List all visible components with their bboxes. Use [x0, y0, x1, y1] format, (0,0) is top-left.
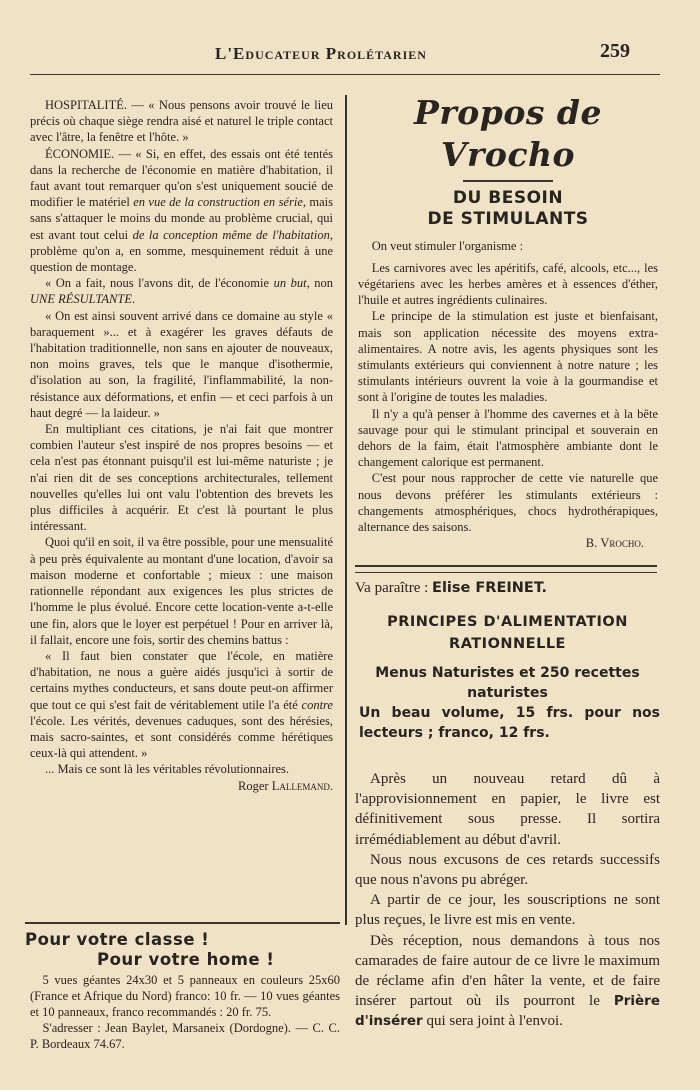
propos-paragraph: On veut stimuler l'organisme :	[371, 238, 524, 253]
propos-paragraph: Le principe de la stimulation est juste et bienfaisant, mais son application nécessite des moyens extra-alimentaires. A notre avis, les agents physiques sont les stimulants extérieurs qui conviennent à notre nature ; les stimulants intérieurs ouvrent la voie à la gourmandise et sont à l'origine de toutes les maladies.	[358, 309, 658, 405]
paragraph-resultante: « On a fait, nous l'avons dit, de l'économie un but, non UNE RÉSULTANTE.	[30, 276, 333, 307]
notice-paragraph: Nous nous excusons de ces retards successifs que nous n'avons pu abréger.	[355, 851, 660, 889]
book-announcement	[355, 580, 660, 1032]
title-rule	[463, 180, 553, 182]
notice-paragraph: Dès réception, nous demandons à tous nos camarades de faire autour de ce livre le maximum de réclame afin d'en hâter la vente, et de faire insérer partout où ils pourront le Prière d'insérer qui sera joint à l'envoi.	[355, 932, 660, 1030]
propos-subtitle-2: DE STIMULANTS	[427, 208, 589, 229]
propos-subtitle-1: DU BESOIN	[452, 187, 564, 208]
paragraph-mensualite: Quoi qu'il en soit, il va être possible, pour une mensualité à peu près équivalente au montant d'une location, d'avoir sa maison moderne et confortable ; mieux : une maison rationnelle répondant aux exigences les plus strictes de l'homme le plus évolué. Encore cette location-vente a-t-elle une fin, alors que le loyer est perpétuel ! Pour en arriver là, il fallait, encore une fois, sortir des chemins battus :	[30, 535, 333, 647]
book-author: Elise FREINET.	[432, 580, 548, 596]
promo-title-2: Pour votre home !	[97, 950, 275, 969]
propos-paragraph: Les carnivores avec les apéritifs, café, alcools, etc..., les végétariens avec les herbes amères et à essences d'éther, l'huile et autres ingrédients culinaires.	[358, 260, 658, 308]
promo-address: S'adresser : Jean Baylet, Marsaneix (Dordogne). — C. C. P. Bordeaux 74.67.	[30, 1021, 340, 1051]
left-column	[30, 97, 333, 794]
classroom-promo	[25, 922, 340, 1052]
emphasis-text: un but	[273, 276, 307, 291]
book-title-2: RATIONNELLE	[449, 636, 566, 652]
propos-title: Propos de Vrocho	[414, 93, 602, 174]
paragraph-hospitalite: HOSPITALITÉ. — « Nous pensons avoir trouvé le lieu précis où chaque siège rendra aisé et naturel le triple contact avec l'âtre, la fenêtre et l'hôte. »	[30, 98, 333, 145]
emphasis-text: UNE RÉSULTANTE	[30, 292, 132, 307]
emphasis-text: contre	[301, 697, 333, 712]
book-title-1: PRINCIPES D'ALIMENTATION	[387, 614, 628, 630]
notice-paragraph: Après un nouveau retard dû à l'approvisionnement en papier, le livre est définitivement sous presse. Il sortira irrémédiablement au début d'avril.	[355, 771, 660, 848]
priere-inserer: Prière d'insérer	[355, 993, 660, 1030]
paragraph-baraquement: « On est ainsi souvent arrivé dans ce domaine au style « baraquement »... et à exagérer les graves défauts de l'habitation traditionnelle, non sans en ajouter de nouveaux, non moins graves, tels que le manque d'isothermie, d'isolation au son, la fragilité, l'inflammabilité, la non-résistance aux déformations, et enfin — et ceci parfois à un haut degré — la laideur. »	[30, 308, 333, 420]
propos-paragraph: Il n'y a qu'à penser à l'homme des cavernes et à la bête sauvage pour qui le stimulant principal et souverain en dehors de la faim, était l'atmosphère ambiante dont le changement calorique est permanent.	[358, 406, 658, 470]
page-number: 259	[600, 40, 630, 62]
book-notice	[355, 769, 660, 1032]
emphasis-text: en vue de la construction en série	[133, 195, 303, 210]
paragraph-citations: En multipliant ces citations, je n'ai fait que montrer combien l'auteur s'est inspiré de nos propres besoins — et cela n'est pas étonnant puisqu'il est lui-même naturiste ; je n'ai rien dit de ses conceptions architecturales, tellement nouvelles qu'elles lui ont valu l'obtention des brevets les plus difficiles à acquérir. Et c'est là pourtant le plus intéressant.	[30, 422, 333, 534]
notice-paragraph: A partir de ce jour, les souscriptions ne sont plus reçues, le livre est mis en vente.	[355, 892, 660, 929]
double-rule	[355, 565, 657, 573]
promo-body: 5 vues géantes 24x30 et 5 panneaux en couleurs 25x60 (France et Afrique du Nord) franco: 10 fr. — 10 vues géantes et 10 panneaux, franco recommandés : 20 fr. 75.	[30, 973, 340, 1019]
journal-title: L'Educateur Prolétarien	[215, 44, 427, 63]
book-price: Un beau volume, 15 frs. pour nos lecteurs ; franco, 12 frs.	[359, 705, 660, 741]
paragraph-revolutionnaires: ... Mais ce sont là les véritables révolutionnaires.	[45, 762, 290, 777]
right-column	[358, 92, 658, 551]
propos-paragraph: C'est pour nous rapprocher de cette vie naturelle que nous devons préférer les stimulants extérieurs : changements atmosphériques, chocs hydrothérapiques, alternance des saisons.	[358, 471, 658, 534]
paragraph-ecole: « Il faut bien constater que l'école, en matière d'habitation, ne nous a guère aidés jusqu'ici à sortir de certains mythes conducteurs, et sans doute peut-on affirmer que tout ce qui s'est fait de véritablement utile l'a été contre l'école. Les vérités, devenues caduques, sont des hérésies, mais sacro-saintes, et sont considérés comme hérétiques ceux-là qui attendent. »	[30, 648, 333, 761]
propos-signature: B. Vrocho.	[585, 536, 644, 551]
announcement-line: Va paraître : Elise FREINET.	[355, 580, 548, 596]
page-header	[30, 40, 660, 75]
article-signature: Roger Lallemand.	[238, 778, 333, 793]
book-subtitle: Menus Naturistes et 250 recettes naturistes	[375, 665, 640, 701]
paragraph-economie: ÉCONOMIE. — « Si, en effet, des essais ont été tentés dans la recherche de l'économie en matière d'habitation, il faut avant tout remarquer qu'on s'est uniquement soucié de modifier le matériel en vue de la construction en série, mais sans s'attaquer le moins du monde au problème crucial, qui est avant tout celui de la conception même de l'habitation, problème qu'on a, en somme, mesquinement réduit à une question de montage.	[30, 146, 334, 275]
emphasis-text: de la conception même de l'habitation	[132, 227, 330, 242]
promo-title-1: Pour votre classe !	[25, 930, 210, 949]
column-divider	[345, 95, 347, 925]
